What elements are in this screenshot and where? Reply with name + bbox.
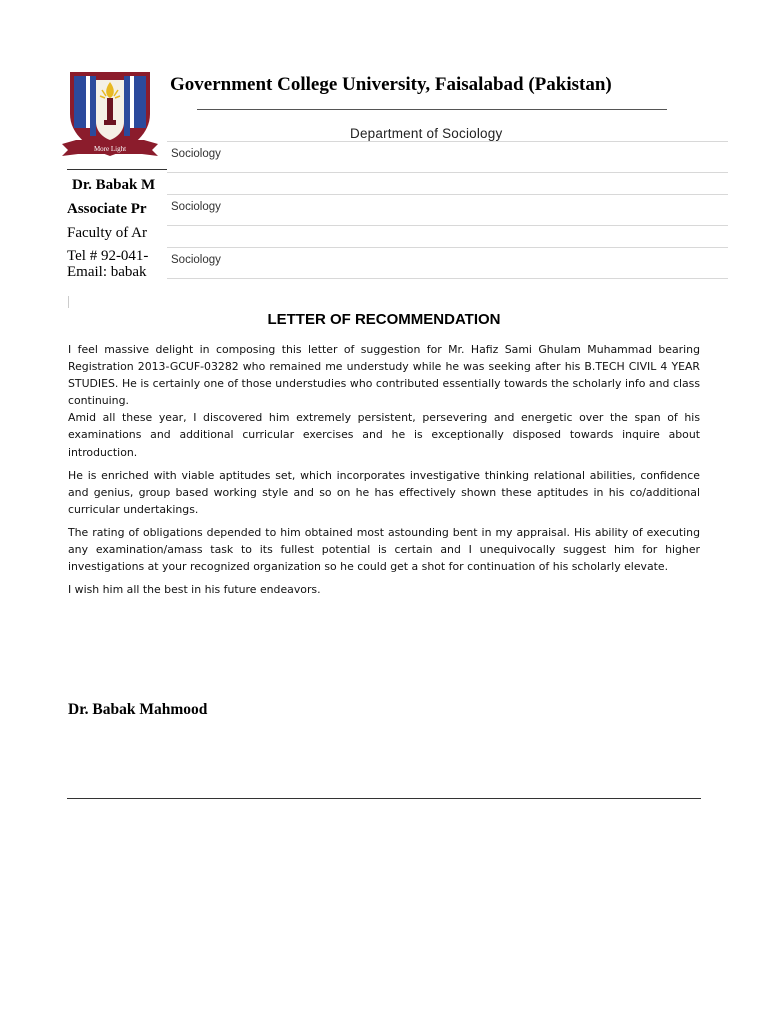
footer-rule xyxy=(67,798,701,799)
letter-paragraph: I wish him all the best in his future endeavors. xyxy=(68,583,321,597)
sender-name: Dr. Babak M xyxy=(72,177,156,193)
sender-rule xyxy=(67,169,167,170)
overlay-strip xyxy=(167,141,728,173)
letter-heading: LETTER OF RECOMMENDATION xyxy=(267,311,501,328)
department-name: Department of Sociology xyxy=(350,126,503,141)
logo-motto: More Light xyxy=(93,145,127,153)
letter-paragraph: He is enriched with viable aptitudes set, which incorporates investigative thinking relational abilities, confidence and genius, group based working style and so on he has effectively shown these aptitudes in his co/additional curricular undertakings. xyxy=(68,468,700,516)
university-title: Government College University, Faisalabad (Pakistan) xyxy=(170,74,612,95)
signer-name: Dr. Babak Mahmood xyxy=(68,701,208,718)
university-logo xyxy=(62,70,158,162)
title-underline xyxy=(197,109,667,110)
sender-email: Email: babak xyxy=(67,264,147,280)
letter-paragraph: Amid all these year, I discovered him extremely persistent, persevering and energetic over the span of his examinations and additional curricular exercises and he is exceptionally disposed towards inquire about introduction. xyxy=(68,411,700,459)
overlay-label: Sociology xyxy=(171,148,221,160)
text-cursor-mark xyxy=(68,296,69,308)
letter-body xyxy=(68,341,700,604)
overlay-strip xyxy=(167,194,728,226)
sender-tel: Tel # 92-041- xyxy=(67,248,149,264)
overlay-label: Sociology xyxy=(171,201,221,213)
overlay-strip xyxy=(167,247,728,279)
letter-paragraph: I feel massive delight in composing this letter of suggestion for Mr. Hafiz Sami Ghulam Muhammad bearing Registration 2013-GCUF-03282 who remained me understudy while he was seeking after his B.TECH CIVIL 4 YEAR STUDIES. He is certainly one of those understudies who contributed essentially towards the scholarly info and class continuing. xyxy=(68,343,700,408)
overlay-label: Sociology xyxy=(171,254,221,266)
letter-paragraph: The rating of obligations depended to him obtained most astounding bent in my appraisal. His ability of executing any examination/amass task to its fullest potential is certain and I unequivocally suggest him for higher investigations at your recognized organization so he could get a shot for continuation of his scholarly elevate. xyxy=(68,525,700,574)
sender-faculty: Faculty of Ar xyxy=(67,225,147,241)
sender-title: Associate Pr xyxy=(67,201,147,217)
